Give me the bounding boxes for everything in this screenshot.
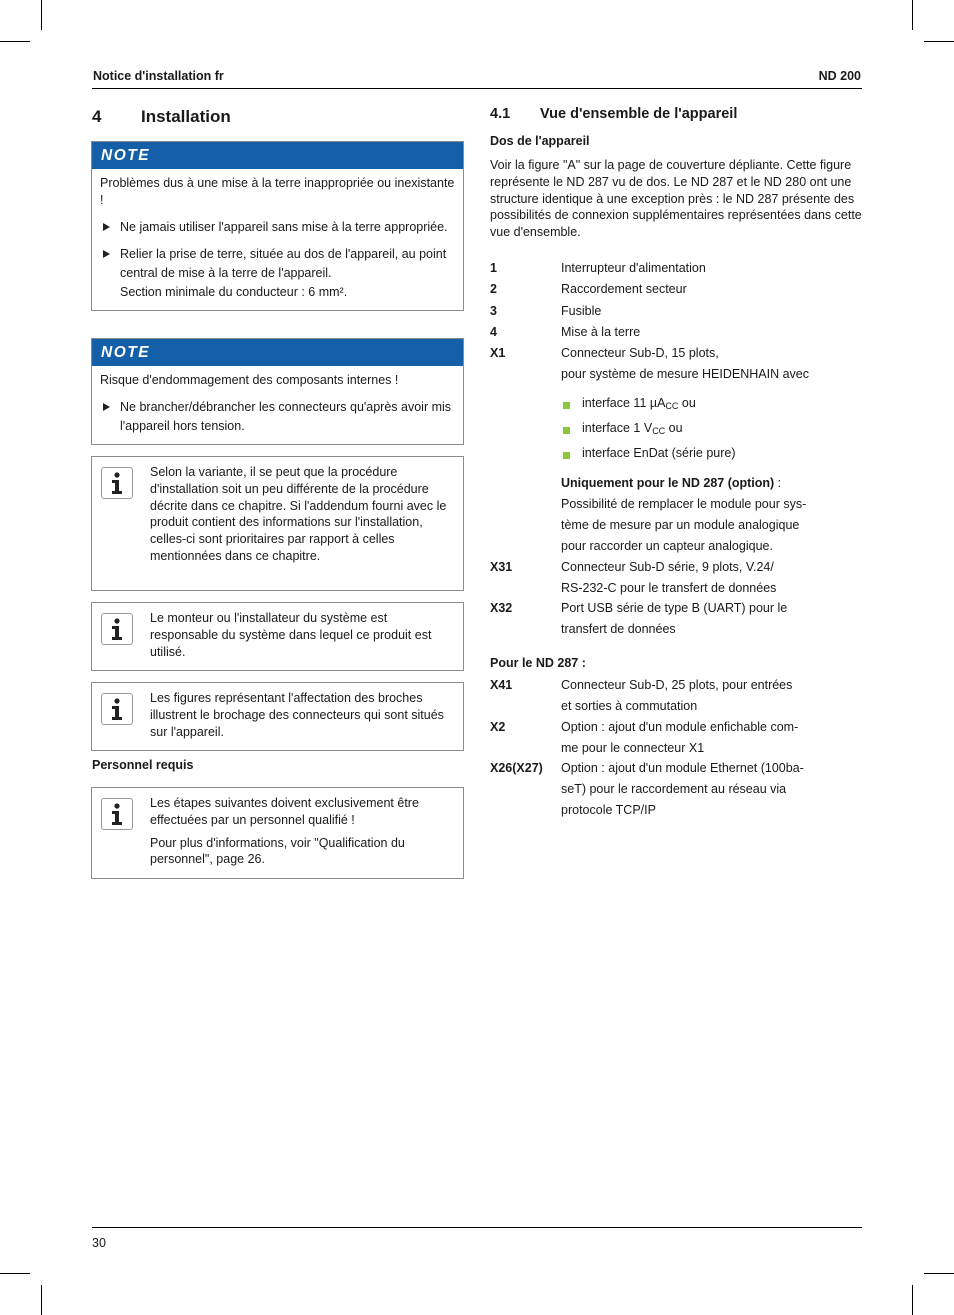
subsection-heading bbox=[490, 106, 737, 122]
interface-item: interface 11 µA$_{CC}$ ou bbox=[582, 396, 696, 411]
crop-mark bbox=[912, 1285, 913, 1315]
triangle-bullet-icon bbox=[103, 250, 110, 258]
header-title: Notice d'installation fr bbox=[93, 69, 224, 83]
footer-rule bbox=[92, 1227, 862, 1228]
info-icon bbox=[101, 467, 133, 499]
crop-mark bbox=[912, 0, 913, 30]
crop-mark bbox=[924, 41, 954, 42]
subsection-number: 4.1 bbox=[490, 106, 511, 122]
note-bullet: Ne brancher/débrancher les connecteurs qu'après avoir mis l'appareil hors tension. bbox=[100, 398, 455, 436]
section-heading bbox=[92, 107, 231, 127]
info-icon bbox=[101, 693, 133, 725]
crop-mark bbox=[0, 41, 30, 42]
page-number: 30 bbox=[92, 1236, 106, 1250]
intro-paragraph: Voir la figure "A" sur la page de couverture dépliante. Cette figure représente le ND 287 vu de dos. Le ND 287 et le ND 280 ont une structure identique à une exception près : le ND 287 présente des possibilités de connexion supplémentaires représentées dans cette vue d'ensemble. bbox=[490, 158, 862, 240]
info-box-personnel bbox=[91, 787, 464, 879]
note-label: NOTE bbox=[92, 142, 463, 169]
square-bullet-icon bbox=[563, 427, 570, 434]
info-text: Les figures représentant l'affectation des broches illustrent le brochage des connecteurs qui sont situés sur l'appareil. bbox=[150, 691, 444, 739]
personnel-heading: Personnel requis bbox=[92, 758, 194, 772]
note-intro: Problèmes dus à une mise à la terre inappropriée ou inexistante ! bbox=[100, 176, 455, 207]
note-bullet: Ne jamais utiliser l'appareil sans mise à la terre appropriée. bbox=[100, 218, 455, 237]
triangle-bullet-icon bbox=[103, 403, 110, 411]
info-icon bbox=[101, 798, 133, 830]
square-bullet-icon bbox=[563, 402, 570, 409]
info-text: Le monteur ou l'installateur du système est responsable du système dans lequel ce produit est utilisé. bbox=[150, 611, 432, 659]
crop-mark bbox=[0, 1273, 30, 1274]
note-intro: Risque d'endommagement des composants internes ! bbox=[100, 373, 399, 387]
note-box-grounding bbox=[91, 141, 464, 311]
crop-mark bbox=[924, 1273, 954, 1274]
info-icon bbox=[101, 613, 133, 645]
note-label: NOTE bbox=[92, 339, 463, 366]
device-back-heading: Dos de l'appareil bbox=[490, 134, 590, 148]
interface-item: interface EnDat (série pure) bbox=[582, 446, 736, 460]
header-model: ND 200 bbox=[818, 69, 861, 83]
info-box-installer bbox=[91, 602, 464, 671]
square-bullet-icon bbox=[563, 452, 570, 459]
info-text: Selon la variante, il se peut que la procédure d'installation soit un peu différente de la procédure décrite dans ce chapitre. Si l'addendum fourni avec le produit contient des informations sur l'installation, celles-ci sont prioritaires par rapport à celles mentionnées dans ce chapitre. bbox=[150, 465, 447, 563]
info-box-variant bbox=[91, 456, 464, 591]
crop-mark bbox=[41, 1285, 42, 1315]
nd287-heading: Pour le ND 287 : bbox=[490, 656, 586, 670]
crop-mark bbox=[41, 0, 42, 30]
triangle-bullet-icon bbox=[103, 223, 110, 231]
section-number: 4 bbox=[92, 107, 102, 126]
note-box-components bbox=[91, 338, 464, 445]
info-box-pinout bbox=[91, 682, 464, 751]
subsection-title: Vue d'ensemble de l'appareil bbox=[540, 106, 738, 122]
interface-item: interface 1 $V_{CC}$ ou bbox=[582, 421, 683, 436]
section-title: Installation bbox=[141, 107, 231, 126]
note-bullet: Relier la prise de terre, située au dos de l'appareil, au point central de mise à la terre de l'appareil. Section minimale du conducteur : 6 mm². bbox=[100, 245, 455, 302]
info-text: Pour plus d'informations, voir "Qualification du personnel", page 26. bbox=[150, 835, 405, 867]
page-header bbox=[92, 68, 862, 89]
info-text: Les étapes suivantes doivent exclusivement être effectuées par un personnel qualifié ! bbox=[150, 796, 419, 827]
